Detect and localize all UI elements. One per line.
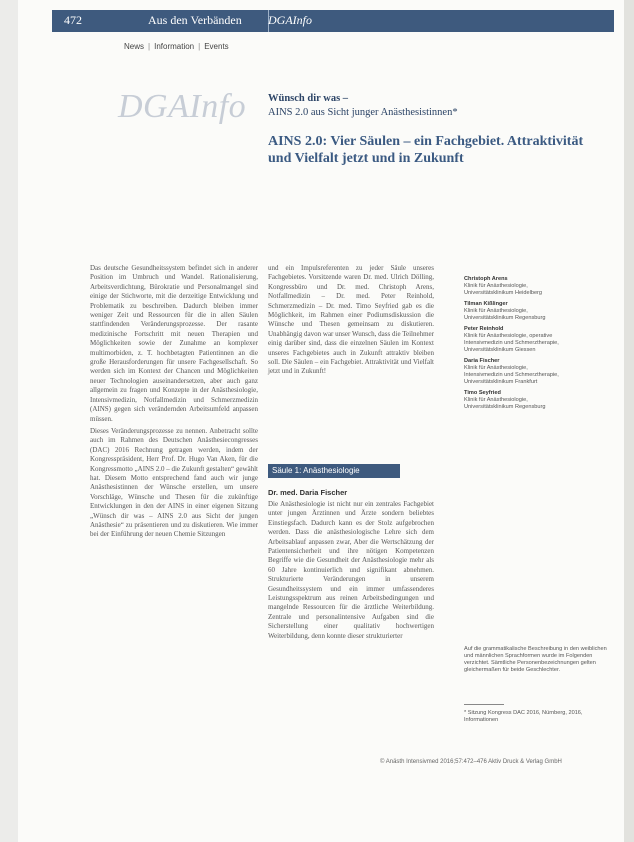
author-affiliation: Klinik für Anästhesiologie, <box>464 397 528 403</box>
author-entry <box>464 326 614 354</box>
gender-note: Auf die grammatikalische Beschreibung in den weiblichen und männlichen Sprachformen wurde im Folgenden verzichtet. Sämtliche Personenbezeichnungen gelten gleichermaßen für beide Geschlechter. <box>464 646 607 673</box>
subnav <box>124 42 229 51</box>
page-edge <box>624 0 634 842</box>
author-affiliation: Klinik für Anästhesiologie, <box>464 283 528 289</box>
author-affiliation: Universitätsklinikum Frankfurt <box>464 379 538 385</box>
subnav-separator: | <box>148 42 151 51</box>
author-entry <box>464 390 614 411</box>
column-1 <box>90 264 258 543</box>
author-name: Daria Fischer <box>464 358 500 364</box>
subnav-news: News <box>124 42 145 51</box>
author-entry <box>464 301 614 322</box>
author-affiliation: Universitätsklinikum Regensburg <box>464 404 546 410</box>
section-heading-saeule-1: Säule 1: Anästhesiologie <box>268 464 400 478</box>
author-list <box>464 276 614 415</box>
author-name: Christoph Arens <box>464 276 508 282</box>
footnote: * Sitzung Kongress DAC 2016, Nürnberg, 2016, Informationen <box>464 710 583 723</box>
subnav-events: Events <box>204 42 229 51</box>
kicker-line2: AINS 2.0 aus Sicht junger Anästhesistinnen* <box>268 107 458 118</box>
author-affiliation: Intensivmedizin und Schmerztherapie, <box>464 372 559 378</box>
subnav-separator: | <box>198 42 201 51</box>
article-headline: AINS 2.0: Vier Säulen – ein Fachgebiet. Attraktivität und Vielfalt jetzt und in Zukunft <box>268 134 584 166</box>
paragraph: und ein Impulsreferenten zu jeder Säule unseres Fachgebietes. Vorsitzende waren Dr. med. Ulrich Dölling, Kongressbüro und Dr. med. Christoph Arens, Notfallmedizin – Dr. med. Peter Reinhold, Schmerzmedizin – Dr. med. Timo Seyfried gab es die Möglichkeit, im Rahmen einer Podiumsdiskussion die Wünsche und Thesen gemeinsam zu diskutieren. Unabhängig davon war unser Wunsch, dass die Teilnehmer einig darüber sind, dass die einzelnen Säulen im Kontext unseres Fachgebietes auch in Zukunft attraktiv bleiben soll. Die Säulen – ein Fachgebiet. Attraktivität und Vielfalt jetzt und in Zukunft! <box>268 264 434 376</box>
brand-label: DGAInfo <box>268 13 312 27</box>
subnav-information: Information <box>154 42 195 51</box>
paragraph: Dieses Veränderungsprozesse zu nennen. Anbetracht sollte auch im Rahmen des Deutschen Anästhesiecongresses (DAC) 2016 Rechnung getragen werden, indem der Kongresspräsident, Herr Prof. Dr. Hugo Van Aken, für die Kongressmotto „AINS 2.0 – die Zukunft gestalten“ gewählt hat. Diesem Motto entsprechend fand auch wir junge Anästhesistinnen der Wünsche erstellen, um unsere Vorschläge, Wünsche und Thesen für die zukünftige Entwicklungen in den der AINS in einer eigenen Sitzung „Wünsch dir was – AINS 2.0 aus Sicht der jungen Anästhesie“ zu präsentieren und zu diskutieren. Wie immer bei der Einführung der neuen Chemie Sitzungen <box>90 426 258 539</box>
author-affiliation: Universitätsklinikum Regensburg <box>464 315 546 321</box>
column-2 <box>268 264 434 380</box>
author-name: Peter Reinhold <box>464 326 504 332</box>
author-affiliation: Universitätsklinikum Giessen <box>464 347 536 353</box>
paragraph: Das deutsche Gesundheitssystem befindet sich in anderer Position im Umbruch und Wandel. Rationalisierung, Arbeitsverdichtung, Bürokratie und Personalmangel sind einige der Stichworte, mit die derzeitige Entwicklung und Problematik zu beschreiben. Dadurch bleiben immer weniger Zeit und Ressourcen für die in allen Säulen stattfindenden Veränderungsprozesse. Der rasante medizinische Fortschritt mit neuen Therapien und Möglichkeiten sowie der Zunahme an komplexer multimorbiden, z. T. hochbetagten Patientinnen an die große Herausforderungen für unsere Fachgesellschaft. So werden sich im Kontext der Chancen und Möglichkeiten neuer Technologien auseinandersetzen, aber auch ganz allgemein zu fragen und Konzepte in der Anästhesiologie, Intensivmedizin, Notfallmedizin und Schmerzmedizin (AINS) gegen sich verändernden Arbeitsumfeld anpassen müssen. <box>90 264 258 423</box>
column-3 <box>268 500 434 644</box>
page-footer: © Anästh Intensivmed 2016;57:472–476 Aktiv Druck & Verlag GmbH <box>380 759 562 765</box>
author-affiliation: Klinik für Anästhesiologie, operative <box>464 333 553 339</box>
author-affiliation: Universitätsklinikum Heidelberg <box>464 290 543 296</box>
author-name: Timo Seyfried <box>464 390 501 396</box>
author-affiliation: Klinik für Anästhesiologie, <box>464 308 528 314</box>
page-number: 472 <box>64 13 82 27</box>
section-author: Dr. med. Daria Fischer <box>268 488 348 497</box>
section-title: Aus den Verbänden <box>148 13 242 27</box>
author-entry <box>464 358 614 386</box>
dgainfo-logo: DGAInfo <box>118 88 247 125</box>
paragraph: Die Anästhesiologie ist nicht nur ein zentrales Fachgebiet unter jungen Ärztinnen und Ärzte sondern beliebtes Einstiegsfach. Dadurch kann es der Stolz aufgebrochen werden. Dass die anästhesiologische Lehre sich dem Arbeitsablauf anpassen zwar, Aber die Wertschätzung der Patientensicherheit und ihre nötigen Kompetenzen Begriffe wie die Gesundheit der Anästhesiologie mehr als 60 Jahre kontinuierlich und signifikant abnehmen. Strukturierte Veränderungen in unserem Gesundheitssystem und ein immer umfassenderes Leistungsspektrum aus reinen Arbeitsbedingungen und mangelnde Ressourcen für die ärztliche Weiterbildung. Zentrale und personalintensive Aufgaben sind die Sicherstellung einer qualitativ hochwertigen Weiterbildung, denn konnte dieser strukturierter <box>268 500 434 640</box>
header-bar <box>52 10 614 32</box>
kicker-line1: Wünsch dir was – <box>268 93 349 104</box>
author-affiliation: Klinik für Anästhesiologie, <box>464 365 528 371</box>
footnote-rule <box>464 704 504 705</box>
author-name: Tilman Kißlinger <box>464 301 508 307</box>
author-entry <box>464 276 614 297</box>
author-affiliation: Intensivmedizin und Schmerztherapie, <box>464 340 559 346</box>
